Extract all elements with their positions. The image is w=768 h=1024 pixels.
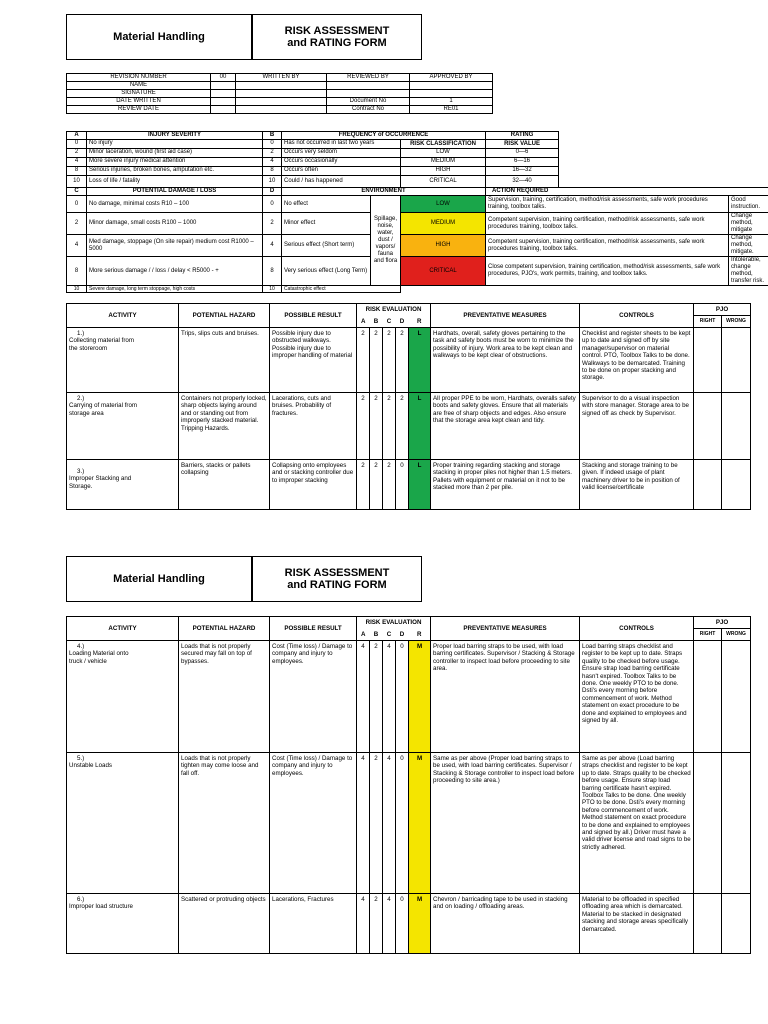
controls-header: CONTROLS bbox=[580, 617, 694, 641]
controls-cell: Supervisor to do a visual inspection with store manager. Storage area to be signed off as check by Supervisor. bbox=[580, 393, 694, 460]
controls-cell: Stacking and storage training to be given. If indeed usage of plant machinery driver to be in position of valid license/certificate bbox=[580, 460, 694, 510]
frequency-text: Has not occurred in last two years bbox=[282, 140, 401, 149]
activity-header: ACTIVITY bbox=[67, 304, 179, 328]
pjo-right-header: RIGHT bbox=[694, 316, 722, 328]
environment-value: 8 bbox=[263, 257, 282, 286]
controls-cell: Same as per above (Load barring straps checklist and register to be kept up to date. Straps quality to be checked before usage. Ensure strap load barring certificate hasn't expired. Toolbox Talks to be done. One weekly PTO to be done. Dsti's every morning before commencement of work. Method statement on exact procedure to be done and explained to employees and signed by all.) Driver must have a valid driver license and road signs to be strictly adhered. bbox=[580, 753, 694, 894]
pjo-right-cell[interactable] bbox=[694, 894, 722, 954]
action-class-critical: CRITICAL bbox=[401, 257, 486, 286]
hazard-header: POTENTIAL HAZARD bbox=[179, 304, 270, 328]
score-b: 2 bbox=[370, 460, 383, 510]
frequency-text: Occurs very seldom bbox=[282, 149, 401, 158]
header-left-box-2 bbox=[66, 556, 252, 602]
damage-text: No damage, minimal costs R10 – 100 bbox=[87, 196, 263, 213]
col-d-header: D bbox=[399, 317, 405, 325]
pjo-wrong-cell[interactable] bbox=[722, 328, 751, 393]
action-text: Competent supervision, training certification, method/risk assessments, safe work procedures training, toolbox talks. bbox=[486, 213, 729, 235]
risk-value-header: RISK VALUE bbox=[486, 140, 559, 149]
col-r-header: R bbox=[409, 316, 431, 328]
pjo-right-cell[interactable] bbox=[694, 393, 722, 460]
score-b: 2 bbox=[370, 641, 383, 753]
pjo-right-header: RIGHT bbox=[694, 629, 722, 641]
document-no-label: Document No bbox=[327, 98, 410, 106]
review-date-cell[interactable] bbox=[211, 106, 236, 114]
action-text: Supervision, training, certification, method/risk assessments, safe work procedures training, toolbox talks. bbox=[486, 196, 729, 213]
measures-header: PREVENTATIVE MEASURES bbox=[431, 304, 580, 328]
pjo-wrong-cell[interactable] bbox=[722, 460, 751, 510]
col-d-header: D bbox=[399, 630, 405, 638]
action-class-high: HIGH bbox=[401, 235, 486, 257]
rating-class: LOW bbox=[401, 149, 486, 158]
pjo-header: PJO bbox=[694, 617, 751, 629]
action-required-header: ACTION REQUIRED bbox=[486, 188, 768, 196]
table-row bbox=[67, 328, 751, 393]
risk-rating: L bbox=[409, 393, 431, 460]
result-cell: Possible injury due to obstructed walkways. Possible injury due to improper handling of material bbox=[270, 328, 357, 393]
table-row bbox=[67, 393, 751, 460]
approved-by-label: APPROVED BY bbox=[410, 74, 493, 82]
col-b-header: B bbox=[373, 630, 379, 638]
table-row bbox=[67, 894, 751, 954]
frequency-text: Occurs often bbox=[282, 167, 401, 176]
name-label: NAME bbox=[67, 82, 211, 90]
header-left-box bbox=[66, 14, 252, 60]
score-a: 2 bbox=[357, 393, 370, 460]
activity-text: Unstable Loads bbox=[69, 762, 112, 770]
score-d: 0 bbox=[396, 641, 409, 753]
result-cell: Lacerations, Fractures bbox=[270, 894, 357, 954]
form-subject: Material Handling bbox=[113, 31, 205, 43]
measures-cell: Hardhats, overall, safety gloves pertaining to the task and safety boots must be worn to minimize the possibility of injury. Work area to be kept clean and walkways to be kept clear of obstructions. bbox=[431, 328, 580, 393]
name-cell[interactable] bbox=[211, 82, 236, 90]
pjo-wrong-header: WRONG bbox=[722, 629, 751, 641]
result-header: POSSIBLE RESULT bbox=[270, 304, 357, 328]
activity-cell bbox=[67, 393, 179, 460]
injury-value: 10 bbox=[67, 176, 87, 188]
col-a-header: A bbox=[361, 630, 366, 638]
revision-table bbox=[66, 73, 493, 114]
result-cell: Collapsing onto employees and or stacking controller due to improper stacking bbox=[270, 460, 357, 510]
risk-rating: M bbox=[409, 753, 431, 894]
frequency-value: 4 bbox=[263, 158, 282, 167]
injury-text: No injury bbox=[87, 140, 263, 149]
score-d: 2 bbox=[396, 328, 409, 393]
activity-text: Loading Material onto truck / vehicle bbox=[69, 650, 129, 665]
measures-cell: All proper PPE to be worn, Hardhats, overalls safety boots and safety gloves. Ensure that all materials are free of sharp objects and edges. Also ensure that the storage area kept clean and tidy. bbox=[431, 393, 580, 460]
score-c: 2 bbox=[383, 393, 396, 460]
score-c: 4 bbox=[383, 641, 396, 753]
date-cell[interactable] bbox=[236, 98, 327, 106]
action-class-medium: MEDIUM bbox=[401, 213, 486, 235]
score-a: 4 bbox=[357, 894, 370, 954]
activity-cell bbox=[67, 753, 179, 894]
pjo-right-cell[interactable] bbox=[694, 753, 722, 894]
damage-text: Severe damage, long term stoppage, high costs bbox=[87, 286, 263, 293]
risk-rating: M bbox=[409, 641, 431, 753]
activity-cell bbox=[67, 328, 179, 393]
injury-text: Minor laceration, wound (first aid case) bbox=[87, 149, 263, 158]
risk-rating: L bbox=[409, 460, 431, 510]
injury-value: 0 bbox=[67, 140, 87, 149]
measures-cell: Proper training regarding stacking and storage stacking in proper piles not higher than 1.5 meters. Pallets with equipment or material on it not to be stacked more than 2 per pile. bbox=[431, 460, 580, 510]
pjo-header: PJO bbox=[694, 304, 751, 316]
result-cell: Lacerations, cuts and bruises. Probability of fractures. bbox=[270, 393, 357, 460]
score-b: 2 bbox=[370, 894, 383, 954]
col-r-header: R bbox=[409, 629, 431, 641]
injury-text: Loss of life / fatality bbox=[87, 176, 263, 188]
frequency-text: Could / has happened bbox=[282, 176, 401, 188]
controls-cell: Material to be offloaded in specified offloading area which is demarcated. Material to be stacked in designated stacking and storage areas specifically demarcated. bbox=[580, 894, 694, 954]
name-cell[interactable] bbox=[236, 82, 327, 90]
risk-table-page2 bbox=[66, 616, 751, 954]
risk-rating: M bbox=[409, 894, 431, 954]
environment-text: Very serious effect (Long Term) bbox=[282, 257, 371, 286]
header-right-box bbox=[252, 14, 422, 60]
pjo-right-cell[interactable] bbox=[694, 328, 722, 393]
activity-text: Carrying of material from storage area bbox=[69, 402, 138, 417]
pjo-wrong-cell[interactable] bbox=[722, 753, 751, 894]
score-c: 4 bbox=[383, 894, 396, 954]
action-text: Competent supervision, training certification, method/risk assessments, safe work procedures training, toolbox talks. bbox=[486, 235, 729, 257]
written-by-label: WRITTEN BY bbox=[236, 74, 327, 82]
col-a-header: A bbox=[361, 317, 366, 325]
action-result: Change method, mitigate bbox=[729, 213, 768, 235]
header-right-box-2 bbox=[252, 556, 422, 602]
environment-description: Spillage, noise, water, dust / vapors/ fauna and flora bbox=[371, 196, 401, 286]
rating-class: HIGH bbox=[401, 167, 486, 176]
pjo-wrong-cell[interactable] bbox=[722, 894, 751, 954]
environment-header: ENVIRONMENT bbox=[282, 188, 486, 196]
injury-text: Serious injuries, broken bones, amputation etc. bbox=[87, 167, 263, 176]
injury-text: More severe injury medical attention bbox=[87, 158, 263, 167]
action-class-low: LOW bbox=[401, 196, 486, 213]
risk-rating: L bbox=[409, 328, 431, 393]
damage-text: Med damage, stoppage (On site repair) medium cost R1000 – 5000 bbox=[87, 235, 263, 257]
injury-severity-header: INJURY SEVERITY bbox=[87, 132, 263, 140]
action-result: Good instruction. bbox=[729, 196, 768, 213]
col-c-header: C bbox=[386, 630, 392, 638]
activity-text: Improper Stacking and Storage. bbox=[69, 475, 132, 490]
col-c-label: C bbox=[67, 188, 87, 196]
environment-value: 4 bbox=[263, 235, 282, 257]
activity-text: Improper load structure bbox=[69, 903, 133, 911]
environment-text: No effect bbox=[282, 196, 371, 213]
environment-value: 2 bbox=[263, 213, 282, 235]
frequency-value: 2 bbox=[263, 149, 282, 158]
risk-classification-header: RISK CLASSIFICATION bbox=[401, 140, 486, 149]
row-number: 3.) bbox=[77, 468, 85, 475]
review-date-label: REVIEW DATE bbox=[67, 106, 211, 114]
rating-value: 32—40 bbox=[486, 176, 559, 188]
form-subject-2: Material Handling bbox=[113, 573, 205, 585]
damage-value: 0 bbox=[67, 196, 87, 213]
frequency-value: 10 bbox=[263, 176, 282, 188]
score-d: 0 bbox=[396, 894, 409, 954]
rating-value: 0—6 bbox=[486, 149, 559, 158]
row-number: 5.) bbox=[77, 755, 85, 762]
row-number: 4.) bbox=[77, 643, 85, 650]
score-d: 0 bbox=[396, 460, 409, 510]
damage-value: 4 bbox=[67, 235, 87, 257]
date-cell[interactable] bbox=[211, 98, 236, 106]
environment-text: Serious effect (Short term) bbox=[282, 235, 371, 257]
result-header: POSSIBLE RESULT bbox=[270, 617, 357, 641]
risk-evaluation-header: RISK EVALUATION bbox=[357, 617, 431, 629]
contract-no-label: Contract No bbox=[327, 106, 410, 114]
environment-text: Catastrophic effect bbox=[282, 286, 401, 293]
signature-cell[interactable] bbox=[211, 90, 236, 98]
contract-no-value: RE01 bbox=[410, 106, 493, 114]
hazard-cell: Barriers, stacks or pallets collapsing bbox=[179, 460, 270, 510]
table-row bbox=[67, 641, 751, 753]
risk-table-page1 bbox=[66, 303, 751, 510]
score-a: 2 bbox=[357, 460, 370, 510]
injury-value: 4 bbox=[67, 158, 87, 167]
frequency-value: 8 bbox=[263, 167, 282, 176]
form-title-2: RISK ASSESSMENT and RATING FORM bbox=[284, 567, 390, 591]
name-cell[interactable] bbox=[327, 82, 410, 90]
damage-value: 8 bbox=[67, 257, 87, 286]
score-c: 2 bbox=[383, 328, 396, 393]
hazard-cell: Loads that is not properly secured may fall on top of bypasses. bbox=[179, 641, 270, 753]
col-b-label: B bbox=[263, 132, 282, 140]
pjo-wrong-cell[interactable] bbox=[722, 641, 751, 753]
document-no-value: 1 bbox=[410, 98, 493, 106]
result-cell: Cost (Time loss) / Damage to company and injury to employees. bbox=[270, 641, 357, 753]
score-a: 2 bbox=[357, 328, 370, 393]
environment-text: Minor effect bbox=[282, 213, 371, 235]
risk-evaluation-header: RISK EVALUATION bbox=[357, 304, 431, 316]
result-cell: Cost (Time loss) / Damage to company and injury to employees. bbox=[270, 753, 357, 894]
action-text: Close competent supervision, training certification, method/risk assessments, safe work procedures, PJO's, work permits, training, and toolbox talks. bbox=[486, 257, 729, 286]
col-c-header: C bbox=[386, 317, 392, 325]
measures-header: PREVENTATIVE MEASURES bbox=[431, 617, 580, 641]
pjo-wrong-cell[interactable] bbox=[722, 393, 751, 460]
score-c: 4 bbox=[383, 753, 396, 894]
activity-cell bbox=[67, 894, 179, 954]
row-number: 2.) bbox=[77, 395, 85, 402]
score-a: 4 bbox=[357, 641, 370, 753]
rating-value: 16—32 bbox=[486, 167, 559, 176]
damage-value: 2 bbox=[67, 213, 87, 235]
table-row bbox=[67, 753, 751, 894]
col-b-header: B bbox=[373, 317, 379, 325]
frequency-value: 0 bbox=[263, 140, 282, 149]
rating-value: 6—16 bbox=[486, 158, 559, 167]
damage-text: More serious damage / / loss / delay < R5000 - + bbox=[87, 257, 263, 286]
row-number: 6.) bbox=[77, 896, 85, 903]
measures-cell: Same as per above (Proper load barring straps to be used, with load barring certificates. Supervisor / Stacking & Storage controller to inspect load before proceeding to site area.) bbox=[431, 753, 580, 894]
score-b: 2 bbox=[370, 393, 383, 460]
row-number: 1.) bbox=[77, 330, 85, 337]
name-cell[interactable] bbox=[410, 82, 493, 90]
signature-cell[interactable] bbox=[236, 90, 327, 98]
rating-header: RATING bbox=[486, 132, 559, 140]
damage-text: Minor damage, small costs R100 – 1000 bbox=[87, 213, 263, 235]
activity-cell bbox=[67, 641, 179, 753]
signature-cell[interactable] bbox=[327, 90, 410, 98]
hazard-header: POTENTIAL HAZARD bbox=[179, 617, 270, 641]
activity-text: Collecting material from the storeroom bbox=[69, 337, 134, 352]
pjo-right-cell[interactable] bbox=[694, 641, 722, 753]
rating-class: CRITICAL bbox=[401, 176, 486, 188]
damage-value: 10 bbox=[67, 286, 87, 293]
activity-cell bbox=[67, 460, 179, 510]
controls-header: CONTROLS bbox=[580, 304, 694, 328]
revision-number-value: 00 bbox=[211, 74, 236, 82]
hazard-cell: Loads that is not properly tighten may come loose and fall off. bbox=[179, 753, 270, 894]
hazard-cell: Trips, slips cuts and bruises. bbox=[179, 328, 270, 393]
measures-cell: Proper load barring straps to be used, with load barring certificates. Supervisor / Stacking & Storage controller to inspect load before proceeding to site area. bbox=[431, 641, 580, 753]
signature-label: SIGNATURE bbox=[67, 90, 211, 98]
potential-damage-header: POTENTIAL DAMAGE / LOSS bbox=[87, 188, 263, 196]
frequency-text: Occurs occasionally bbox=[282, 158, 401, 167]
rating-class: MEDIUM bbox=[401, 158, 486, 167]
hazard-cell: Scattered or protruding objects bbox=[179, 894, 270, 954]
signature-cell[interactable] bbox=[410, 90, 493, 98]
reviewed-by-label: REVIEWED BY bbox=[327, 74, 410, 82]
injury-value: 8 bbox=[67, 167, 87, 176]
score-b: 2 bbox=[370, 753, 383, 894]
form-title: RISK ASSESSMENT and RATING FORM bbox=[284, 25, 390, 49]
legend-table bbox=[66, 131, 768, 293]
col-a-label: A bbox=[67, 132, 87, 140]
measures-cell: Chevron / barricading tape to be used in stacking and on loading / offloading areas. bbox=[431, 894, 580, 954]
review-date-cell[interactable] bbox=[236, 106, 327, 114]
score-a: 4 bbox=[357, 753, 370, 894]
score-b: 2 bbox=[370, 328, 383, 393]
environment-value: 0 bbox=[263, 196, 282, 213]
action-result: Intolerable, change method, transfer risk. bbox=[729, 257, 768, 286]
score-d: 2 bbox=[396, 393, 409, 460]
action-result: Change method, mitigate. bbox=[729, 235, 768, 257]
activity-header: ACTIVITY bbox=[67, 617, 179, 641]
score-c: 2 bbox=[383, 460, 396, 510]
table-row bbox=[67, 460, 751, 510]
revision-number-label: REVISION NUMBER bbox=[67, 74, 211, 82]
hazard-cell: Containers not properly locked, sharp objects laying around and or standing out from improperly stacked material. Tripping Hazards. bbox=[179, 393, 270, 460]
pjo-wrong-header: WRONG bbox=[722, 316, 751, 328]
controls-cell: Load barring straps checklist and register to be kept up to date. Straps quality to be checked before usage. Ensure strap load barring certificate hasn't expired. Toolbox Talks to be done. One weekly PTO to be done. Dsti's every morning before commencement of work. Method statement on exact procedure to be done and explained to employees and signed by all. bbox=[580, 641, 694, 753]
environment-value: 10 bbox=[263, 286, 282, 293]
pjo-right-cell[interactable] bbox=[694, 460, 722, 510]
col-d-label: D bbox=[263, 188, 282, 196]
controls-cell: Checklist and register sheets to be kept up to date and signed off by site manager/supervisor on material control. PTO, Toolbox Talks to be done. Walkways to be demarcated. Training to be done on proper stacking and storage. bbox=[580, 328, 694, 393]
date-written-label: DATE WRITTEN bbox=[67, 98, 211, 106]
frequency-header: FREQUENCY of OCCURRENCE bbox=[282, 132, 486, 140]
score-d: 0 bbox=[396, 753, 409, 894]
injury-value: 2 bbox=[67, 149, 87, 158]
